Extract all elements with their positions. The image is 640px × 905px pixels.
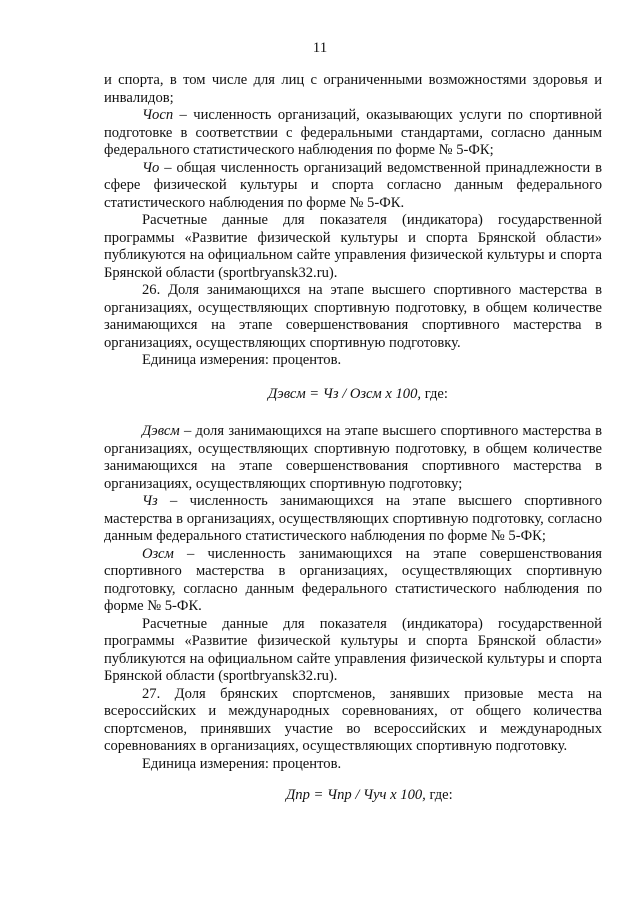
text-block-2	[104, 423, 602, 773]
paragraph-text: 27. Доля брянских спортсменов, занявших призовые места на всероссийских и международных соревнованиях, от общего количества спортсменов, принявших участие во всероссийских и международных соревнованиях в организациях, осуществляющих спортивную подготовку.	[104, 685, 602, 754]
paragraph	[104, 546, 602, 616]
term: Чосп	[142, 107, 174, 123]
page-number: 11	[312, 40, 328, 56]
text-block-1	[104, 72, 602, 370]
formula-suffix: где:	[425, 787, 453, 803]
formula-1	[268, 386, 448, 403]
paragraph-text: Расчетные данные для показателя (индикатора) государственной программы «Развитие физической культуры и спорта Брянской области» публикуются на официальном сайте управления физической культуры и спорта Брянской области (sportbryansk32.ru).	[104, 212, 602, 281]
paragraph-text: – численность организаций, оказывающих услуги по спортивной подготовке в соответствии с федеральными стандартами, согласно данным федерального статистического наблюдения по форме № 5-ФК;	[104, 107, 602, 158]
paragraph	[104, 160, 602, 213]
term: Дэвсм	[142, 423, 180, 439]
paragraph-text: Единица измерения: процентов.	[142, 352, 342, 368]
formula-expression: Дпр = Чпр / Чуч х 100,	[286, 787, 426, 803]
formula-suffix: где:	[421, 386, 448, 402]
paragraph-text: – общая численность организаций ведомственной принадлежности в сфере физической культуры и спорта согласно данным федерального статистического наблюдения по форме № 5-ФК.	[104, 159, 602, 211]
term: Чо	[142, 159, 160, 176]
paragraph	[104, 282, 602, 352]
paragraph	[104, 423, 602, 493]
paragraph	[104, 72, 602, 107]
paragraph	[104, 686, 602, 756]
paragraph-text: 26. Доля занимающихся на этапе высшего спортивного мастерства в организациях, осуществляющих спортивную подготовку, в общем количестве занимающихся на этапе совершенствования спортивного мастерства в организациях, осуществляющих спортивную подготовку.	[104, 282, 602, 351]
paragraph	[104, 616, 602, 686]
paragraph-text: – доля занимающихся на этапе высшего спортивного мастерства в организациях, осуществляющих спортивную подготовку, в общем количестве занимающихся на этапе совершенствования спортивного мастерства в организациях, осуществляющих спортивную подготовку;	[104, 423, 602, 492]
paragraph-text: и спорта, в том числе для лиц с ограниченными возможностями здоровья и инвалидов;	[104, 72, 602, 106]
formula-2	[286, 787, 453, 804]
paragraph-text: Расчетные данные для показателя (индикатора) государственной программы «Развитие физической культуры и спорта Брянской области» публикуются на официальном сайте управления физической культуры и спорта Брянской области (sportbryansk32.ru).	[104, 615, 602, 684]
term: Чз	[142, 493, 158, 509]
paragraph	[104, 352, 602, 370]
paragraph	[104, 756, 602, 774]
paragraph-text: Единица измерения: процентов.	[142, 755, 342, 772]
formula-expression: Дэвсм = Чз / Озсм х 100,	[268, 386, 422, 402]
paragraph-text: – численность занимающихся на этапе совершенствования спортивного мастерства в организациях, осуществляющих спортивную подготовку, согласно данным федерального статистического наблюдения по форме № 5-ФК.	[104, 545, 602, 614]
paragraph	[104, 107, 602, 160]
paragraph	[104, 212, 602, 282]
paragraph	[104, 493, 602, 546]
term: Озсм	[142, 545, 174, 562]
paragraph-text: – численность занимающихся на этапе высшего спортивного мастерства в организациях, осуществляющих спортивную подготовку, согласно данным федерального статистического наблюдения по форме № 5-ФК;	[104, 493, 602, 544]
